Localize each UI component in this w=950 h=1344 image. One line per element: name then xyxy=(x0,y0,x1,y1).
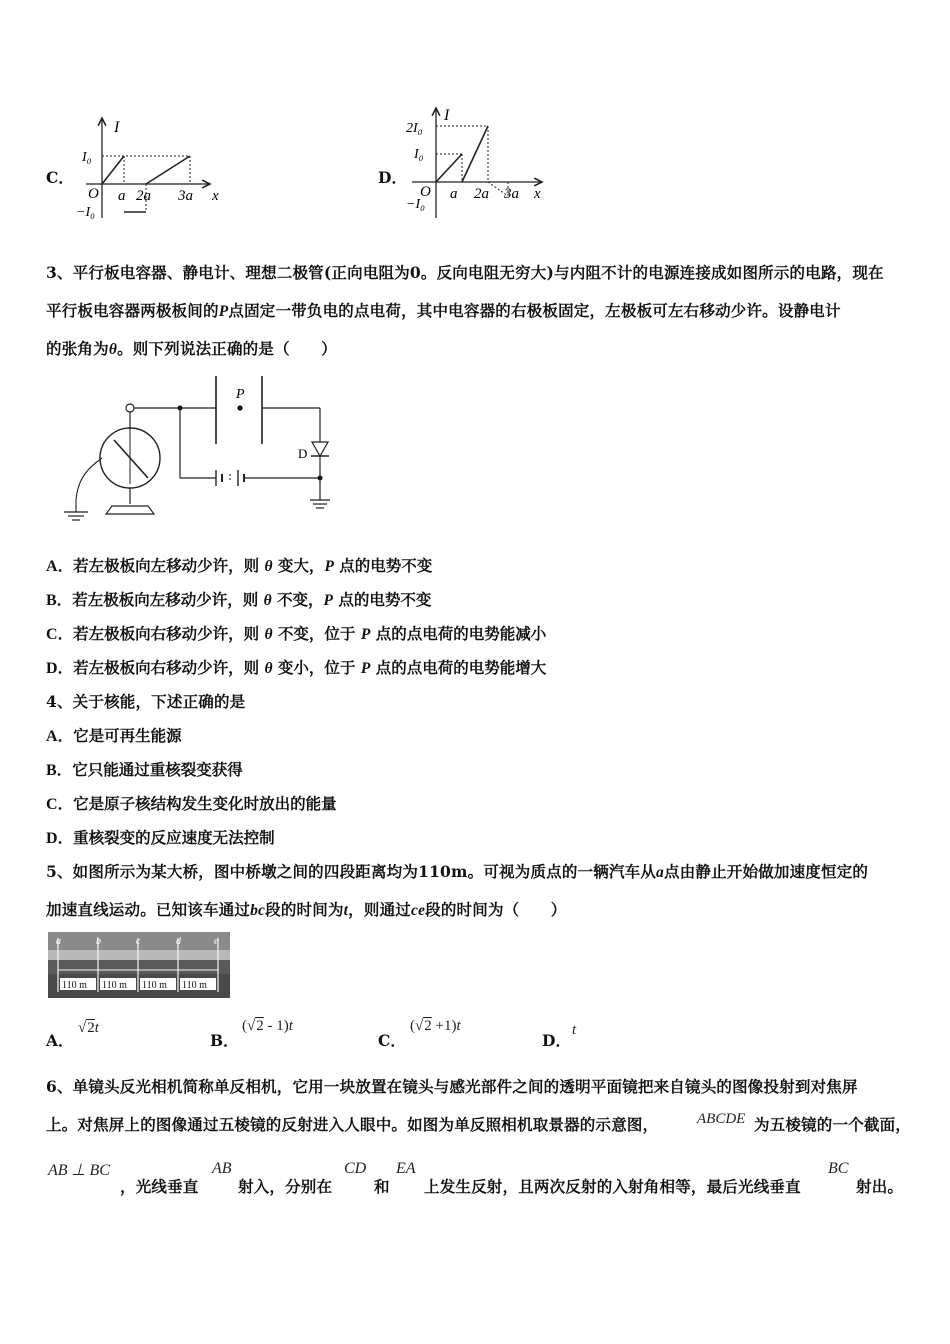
q3-option-b[interactable]: B．若左极板向左移动少许，则 θ 不变，P 点的电势不变 xyxy=(46,590,432,609)
bridge-point-c: c xyxy=(136,936,141,947)
q6-stem-line2-end: 为五棱镜的一个截面， xyxy=(754,1115,912,1134)
label-p: P xyxy=(236,387,245,402)
q4-option-b[interactable]: B．它只能通过重核裂变获得 xyxy=(46,760,243,779)
q5-option-a-label[interactable]: A． xyxy=(46,1031,74,1050)
q6-math-bc: BC xyxy=(828,1160,849,1177)
graph-d-tick-i0: I₀ xyxy=(414,147,424,162)
graph-c-tick-a: a xyxy=(118,188,126,204)
q3-stem-line2: 平行板电容器两极板间的P点固定一带负电的点电荷，其中电容器的右极板固定，左极板可左右移动少许。设静电计 xyxy=(46,301,841,320)
bridge-point-b: b xyxy=(96,936,101,947)
electrometer-terminal xyxy=(126,404,134,412)
graph-d-tick-neg-i0: −I₀ xyxy=(406,197,425,212)
q6-line3-seg5: 射出。 xyxy=(856,1177,904,1196)
q6-math-ea: EA xyxy=(396,1160,416,1177)
graph-c-rise1 xyxy=(102,156,124,184)
bridge-seg-1: 110 m xyxy=(62,980,87,991)
graph-c-origin: O xyxy=(88,186,99,202)
graph-c-tick-i0: I₀ xyxy=(82,150,92,165)
q4-stem: 4、关于核能，下述正确的是 xyxy=(46,692,246,711)
q4-option-d[interactable]: D．重核裂变的反应速度无法控制 xyxy=(46,828,275,847)
q5-option-b-label[interactable]: B． xyxy=(210,1031,239,1050)
bridge-point-e: e xyxy=(214,936,219,947)
electrometer-needle xyxy=(114,440,148,478)
graph-d-rise2 xyxy=(462,126,488,182)
bridge-photo xyxy=(48,932,230,998)
q6-math-abcde: ABCDE xyxy=(697,1111,746,1127)
graph-d-origin: O xyxy=(420,184,431,200)
q6-math-ab: AB xyxy=(212,1160,232,1177)
bridge-seg-3: 110 m xyxy=(142,980,167,991)
q3-option-d[interactable]: D．若左极板向右移动少许，则 θ 变小，位于 P 点的点电荷的电势能增大 xyxy=(46,658,547,677)
graph-d-tick-3a: 3a xyxy=(504,186,519,202)
q5-option-d-math: t xyxy=(572,1022,577,1038)
q3-stem-line1: 3、平行板电容器、静电计、理想二极管(正向电阻为0。反向电阻无穷大)与内阻不计的电源连接成如图所示的电路，现在 xyxy=(46,263,884,282)
graph-d-tick-2a: 2a xyxy=(474,186,489,202)
graph-c-x-label: x xyxy=(212,188,219,204)
q6-stem-line1: 6、单镜头反光相机简称单反相机，它用一块放置在镜头与感光部件之间的透明平面镜把来自镜头的图像投射到对焦屏 xyxy=(46,1077,858,1096)
graph-d-tick-a: a xyxy=(450,186,458,202)
q6-math-cd: CD xyxy=(344,1160,367,1177)
q6-line3-seg3: 和 xyxy=(374,1177,390,1196)
option-c-label: C． xyxy=(46,168,74,187)
q3-option-a[interactable]: A．若左极板向左移动少许，则 θ 变大，P 点的电势不变 xyxy=(46,556,433,575)
graph-c-tick-2a: 2a xyxy=(136,188,151,204)
graph-d-x-label: x xyxy=(534,186,541,202)
q3-stem-line3: 的张角为θ。则下列说法正确的是（ ） xyxy=(46,339,337,358)
q6-line3-seg2: 射入，分别在 xyxy=(238,1177,333,1196)
diode xyxy=(312,442,328,456)
q4-option-c[interactable]: C．它是原子核结构发生变化时放出的能量 xyxy=(46,794,337,813)
point-p xyxy=(237,405,242,410)
q6-math-ab-perp-bc: AB ⊥ BC xyxy=(48,1162,110,1179)
graph-c-tick-3a: 3a xyxy=(178,188,193,204)
graph-c-tick-neg-i0: −I₀ xyxy=(76,205,95,220)
q5-stem-line1: 5、如图所示为某大桥，图中桥墩之间的四段距离均为110m。可视为质点的一辆汽车从a点由静止开始做加速度恒定的 xyxy=(46,862,869,881)
graph-d xyxy=(404,102,554,222)
option-d-label: D． xyxy=(378,168,407,187)
graph-c xyxy=(78,112,228,222)
bridge-point-d: d xyxy=(176,936,181,947)
q5-option-b-math: (√2 - 1)t xyxy=(242,1018,293,1034)
q6-line3-seg1: ，光线垂直 xyxy=(120,1177,199,1196)
bridge-point-a: a xyxy=(56,936,61,947)
label-d: D xyxy=(298,446,308,461)
bridge-seg-4: 110 m xyxy=(182,980,207,991)
graph-d-tick-2i0: 2I₀ xyxy=(406,121,423,136)
q5-option-c-label[interactable]: C． xyxy=(378,1031,406,1050)
q6-stem-line2: 上。对焦屏上的图像通过五棱镜的反射进入人眼中。如图为单反照相机取景器的示意图， xyxy=(46,1115,659,1134)
bridge-seg-2: 110 m xyxy=(102,980,127,991)
q4-option-a[interactable]: A．它是可再生能源 xyxy=(46,726,182,745)
q3-circuit-figure xyxy=(58,368,348,528)
graph-c-rise2 xyxy=(146,156,190,184)
q5-option-c-math: (√2 +1)t xyxy=(410,1018,461,1034)
q5-option-d-label[interactable]: D． xyxy=(542,1031,571,1050)
q6-line3-seg4: 上发生反射，且两次反射的入射角相等，最后光线垂直 xyxy=(424,1177,801,1196)
graph-c-y-label: I xyxy=(114,119,120,136)
q3-option-c[interactable]: C．若左极板向右移动少许，则 θ 不变，位于 P 点的点电荷的电势能减小 xyxy=(46,624,547,643)
q5-stem-line2: 加速直线运动。已知该车通过bc段的时间为t，则通过ce段的时间为（ ） xyxy=(46,900,567,919)
q5-option-a-math: √2t xyxy=(78,1020,99,1036)
graph-d-y-label: I xyxy=(444,107,450,124)
graph-d-rise1 xyxy=(436,154,462,182)
